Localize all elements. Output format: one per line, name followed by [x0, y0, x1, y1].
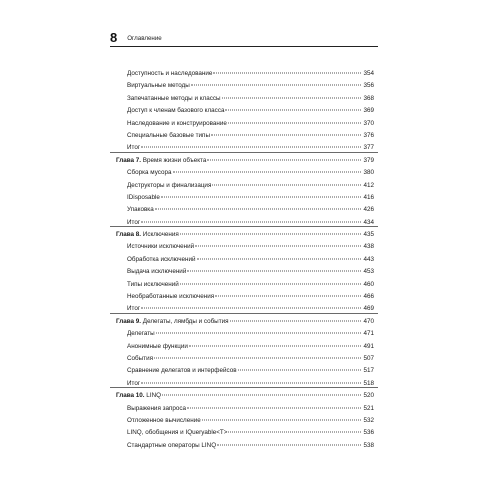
- toc-page-number: 380: [363, 169, 374, 177]
- dot-leader: [211, 126, 361, 135]
- toc-entry-title: Типы исключений: [127, 280, 179, 288]
- dot-leader: [141, 139, 361, 148]
- dot-leader: [141, 213, 361, 222]
- dot-leader: [141, 374, 361, 383]
- dot-leader: [154, 349, 361, 358]
- toc-page-number: 470: [363, 317, 374, 325]
- dot-leader: [202, 411, 361, 420]
- toc-entry: [110, 438, 378, 450]
- toc-entry-title: Итог: [127, 379, 141, 387]
- toc-entry-title: Наследование и конструирование: [127, 119, 227, 127]
- toc-page-number: 434: [363, 218, 374, 226]
- toc-page-number: 538: [363, 441, 374, 449]
- toc-entry-title: Выдача исключений: [127, 268, 187, 276]
- toc-entry-title: Запечатанные методы и классы: [127, 94, 221, 102]
- dot-leader: [222, 89, 361, 98]
- running-title: Оглавление: [127, 35, 162, 42]
- toc-page-number: 469: [363, 305, 374, 313]
- toc-page-number: 376: [363, 131, 374, 139]
- dot-leader: [180, 226, 361, 235]
- toc-page-number: 532: [363, 416, 374, 424]
- toc-entry-title: Делегаты: [127, 330, 155, 338]
- dot-leader: [161, 188, 361, 197]
- toc-entry-title: Анонимные функции: [127, 342, 188, 350]
- toc-page-number: 435: [363, 231, 374, 239]
- dot-leader: [195, 238, 361, 247]
- toc-page-number: 354: [363, 70, 374, 77]
- dot-leader: [213, 65, 361, 74]
- dot-leader: [217, 436, 361, 445]
- toc-entry-title: [116, 392, 161, 400]
- toc-page-number: 443: [363, 255, 374, 263]
- dot-leader: [228, 114, 361, 123]
- toc-page-number: 368: [363, 94, 374, 102]
- dot-leader: [187, 399, 361, 408]
- table-of-contents: [110, 66, 378, 450]
- toc-page-number: 491: [363, 342, 374, 350]
- dot-leader: [162, 387, 361, 396]
- chapter-title: Время жизни объекта: [141, 156, 207, 164]
- toc-page-number: 412: [363, 181, 374, 189]
- toc-page-number: 518: [363, 379, 374, 387]
- toc-page-number: 379: [363, 156, 374, 164]
- toc-entry-title: Итог: [127, 305, 141, 313]
- toc-page-number: 460: [363, 280, 374, 288]
- dot-leader: [180, 275, 361, 284]
- chapter-label: Глава 7.: [116, 156, 142, 164]
- toc-entry-title: Источники исключений: [127, 243, 195, 251]
- toc-entry-title: Итог: [127, 144, 141, 152]
- toc-page-number: 438: [363, 243, 374, 251]
- toc-entry-title: Виртуальные методы: [127, 82, 190, 90]
- toc-entry-title: Доступность и наследование: [127, 70, 213, 77]
- toc-entry-title: Деструкторы и финализация: [127, 181, 212, 189]
- toc-entry-title: События: [127, 354, 153, 362]
- dot-leader: [155, 201, 361, 210]
- dot-leader: [189, 337, 361, 346]
- toc-entry-title: Необработанные исключения: [127, 293, 215, 301]
- dot-leader: [187, 263, 361, 272]
- toc-page-number: 517: [363, 367, 374, 375]
- toc-page-number: 416: [363, 193, 374, 201]
- chapter-title: Исключения: [141, 231, 179, 239]
- toc-page-number: 356: [363, 82, 374, 90]
- toc-entry-title: Итог: [127, 218, 141, 226]
- chapter-title: Делегаты, лямбды и события: [141, 317, 229, 325]
- toc-entry-title: LINQ, обобщения и IQueryable<T>: [127, 429, 228, 437]
- toc-page-number: 521: [363, 404, 374, 412]
- toc-entry-title: Сборка мусора: [127, 169, 172, 177]
- toc-entry-title: Выражения запроса: [127, 404, 187, 412]
- toc-page-number: 370: [363, 119, 374, 127]
- toc-page-number: 507: [363, 354, 374, 362]
- toc-entry-title: Обработка исключений: [127, 255, 196, 263]
- dot-leader: [212, 176, 361, 185]
- page-header: [110, 28, 378, 44]
- dot-leader: [173, 164, 361, 173]
- toc-entry-title: Упаковка: [127, 206, 154, 214]
- dot-leader: [215, 288, 361, 297]
- toc-entry-title: Стандартные операторы LINQ: [127, 441, 217, 449]
- toc-entry-title: IDisposable: [127, 193, 160, 201]
- dot-leader: [207, 151, 361, 160]
- dot-leader: [230, 312, 361, 321]
- toc-entry-title: Сравнение делегатов и интерфейсов: [127, 367, 237, 375]
- page-number: 8: [110, 30, 118, 45]
- dot-leader: [225, 102, 361, 111]
- toc-page-number: 453: [363, 268, 374, 276]
- dot-leader: [238, 362, 361, 371]
- chapter-label: Глава 8.: [116, 231, 142, 239]
- toc-page-number: 369: [363, 107, 374, 115]
- toc-page-number: 377: [363, 144, 374, 152]
- toc-page-number: 471: [363, 330, 374, 338]
- toc-page-number: 426: [363, 206, 374, 214]
- toc-entry-title: Специальные базовые типы: [127, 131, 210, 139]
- toc-page-number: 466: [363, 293, 374, 301]
- dot-leader: [228, 424, 361, 433]
- toc-entry-title: Отложенное вычисление: [127, 416, 201, 424]
- toc-entry-title: Доступ к членам базового класса: [127, 107, 225, 115]
- toc-page-number: 536: [363, 429, 374, 437]
- chapter-label: Глава 9.: [116, 317, 142, 325]
- chapter-label: Глава 10.: [116, 392, 145, 400]
- dot-leader: [197, 250, 361, 259]
- dot-leader: [156, 325, 361, 334]
- dot-leader: [191, 77, 361, 86]
- chapter-title: LINQ: [144, 392, 162, 400]
- header-rule: [110, 46, 378, 47]
- toc-page-number: 520: [363, 392, 374, 400]
- toc-entry-title: [116, 231, 179, 239]
- dot-leader: [141, 300, 361, 309]
